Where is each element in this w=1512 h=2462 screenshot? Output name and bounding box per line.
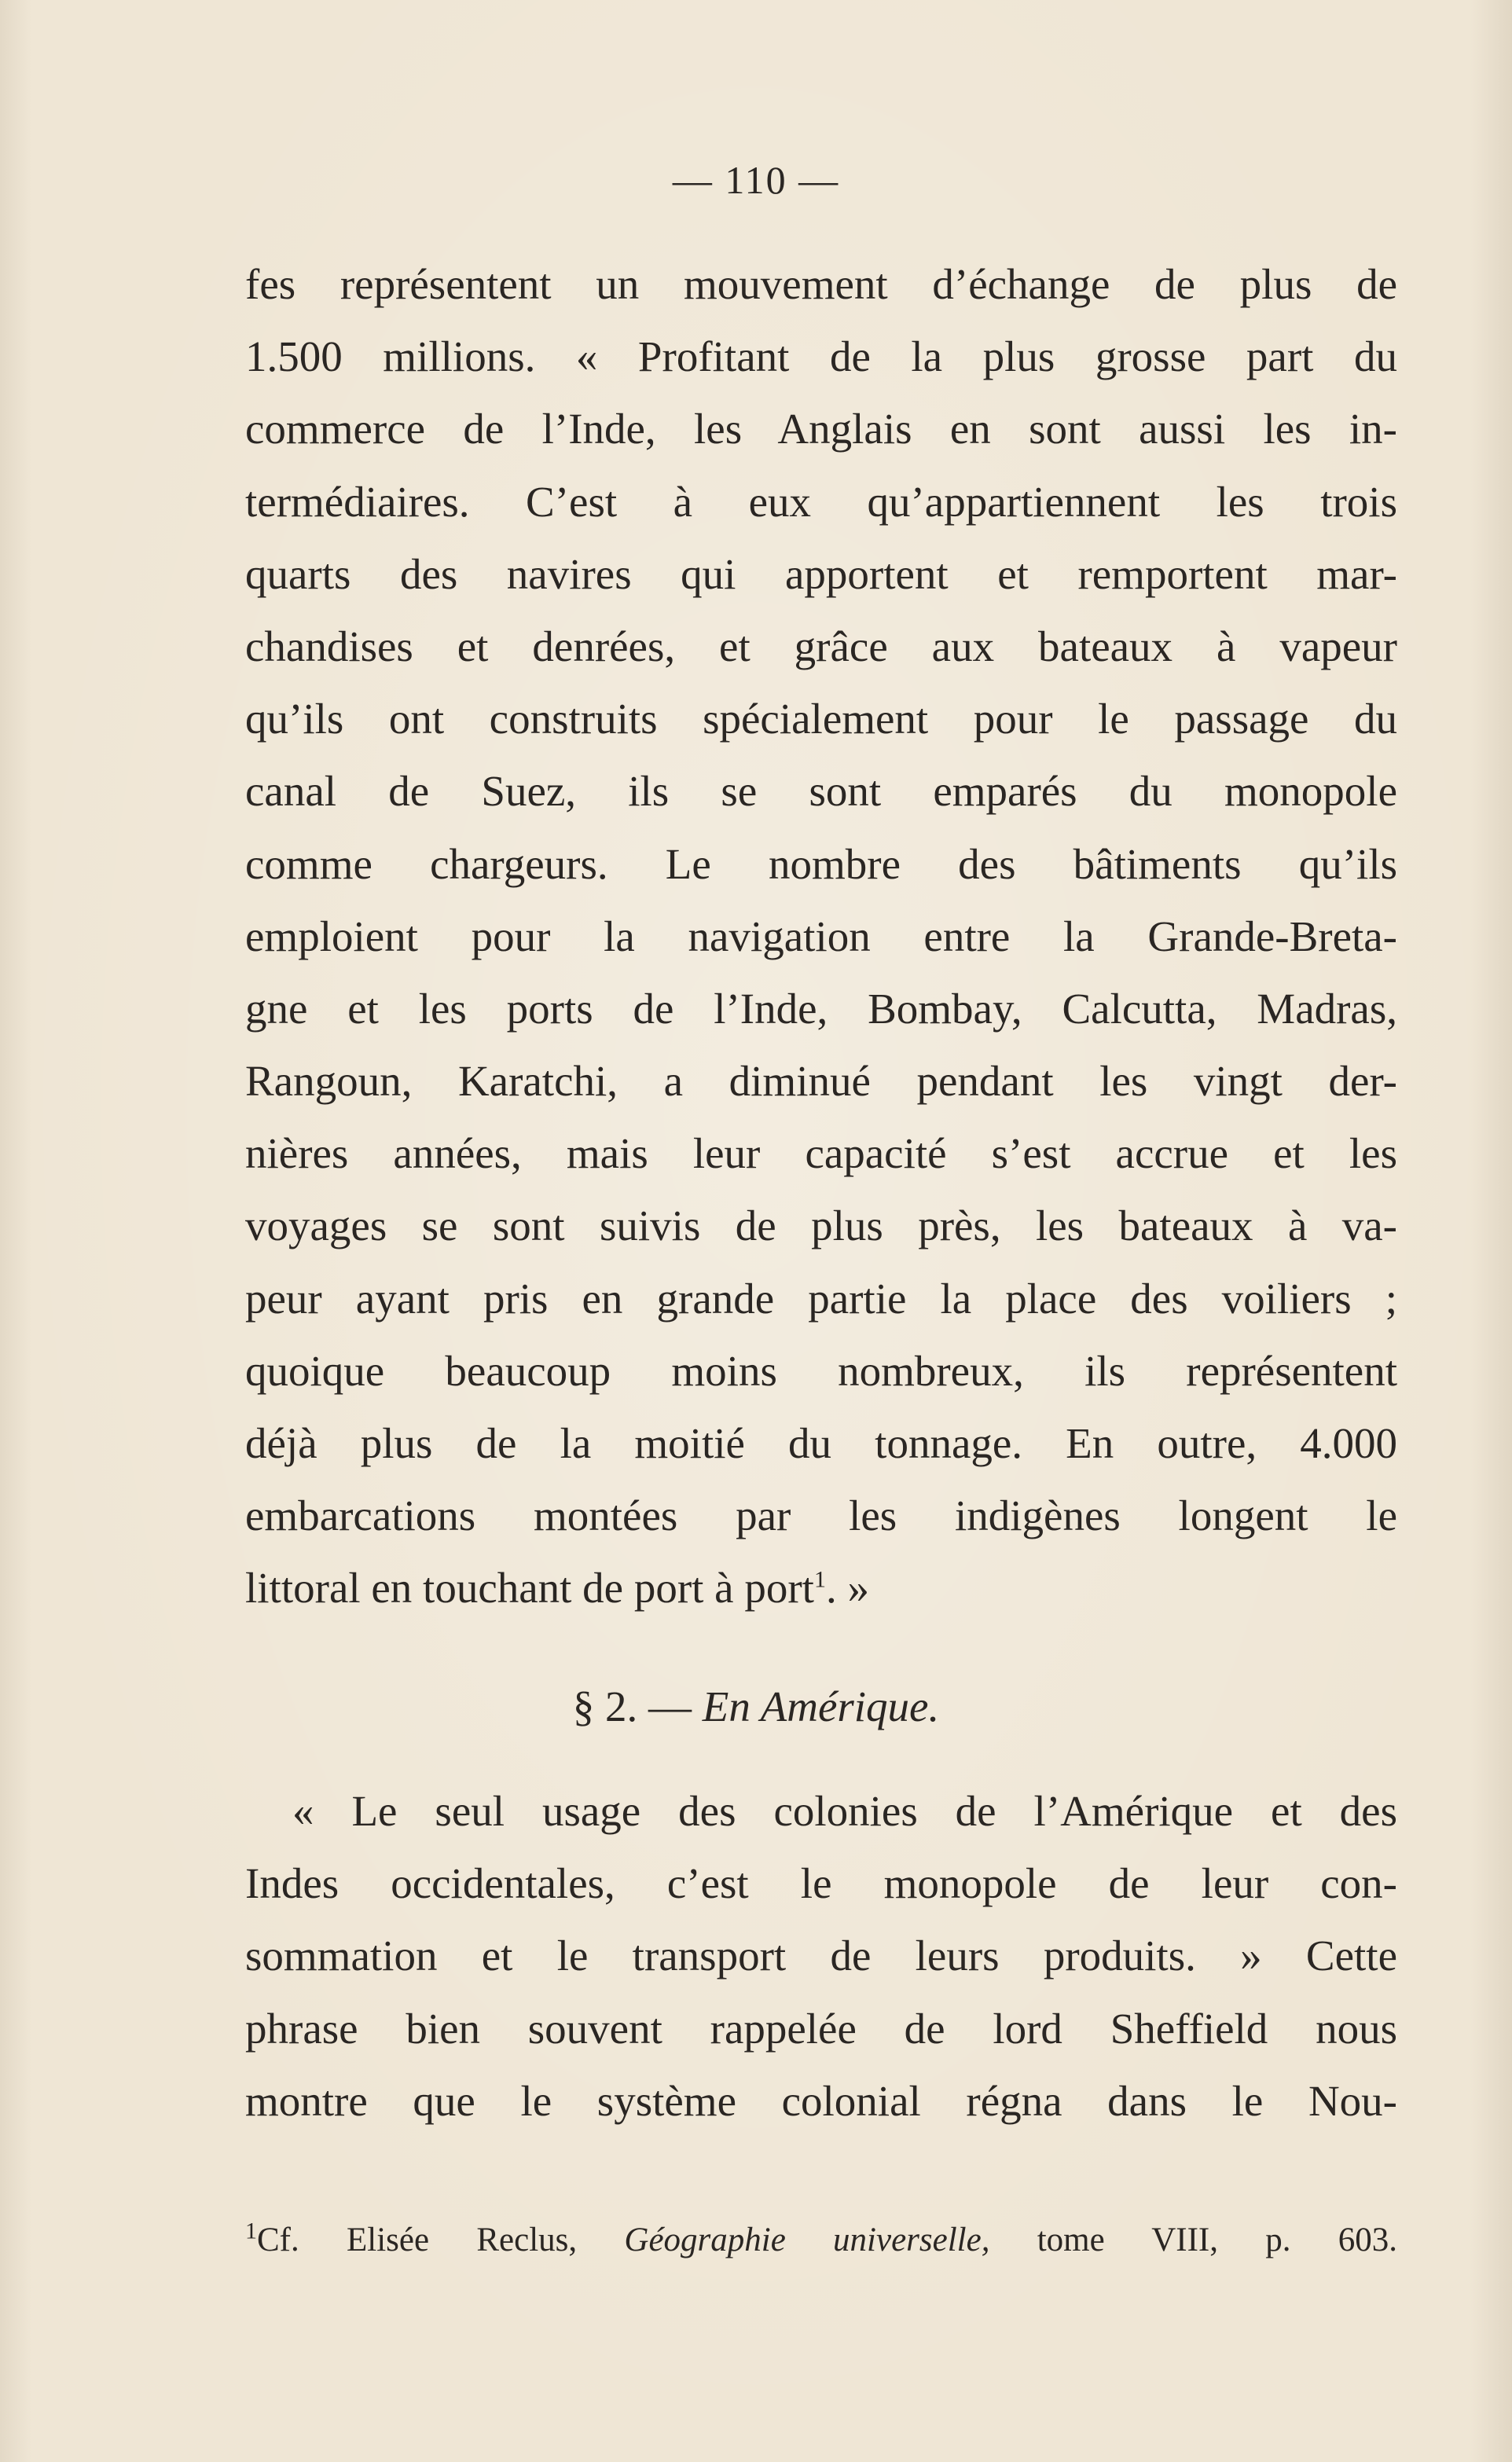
text-line: phrase bien souvent rappelée de lord Sheffield nous bbox=[245, 2004, 1397, 2053]
text-line: montre que le système colonial régna dans le Nou- bbox=[245, 2076, 1397, 2125]
text-line: quarts des navires qui apportent et remportent mar- bbox=[245, 549, 1397, 598]
text-line: 1.500 millions. « Profitant de la plus grosse part du bbox=[245, 332, 1397, 381]
text-line: Rangoun, Karatchi, a diminué pendant les vingt der- bbox=[245, 1057, 1397, 1106]
text-line: Indes occidentales, c’est le monopole de leur con- bbox=[245, 1859, 1397, 1908]
text-line: nières années, mais leur capacité s’est accrue et les bbox=[245, 1129, 1397, 1178]
paragraph-1 bbox=[245, 248, 1397, 1625]
footnote-suffix: tome VIII, p. 603. bbox=[989, 2222, 1397, 2258]
text-line: peur ayant pris en grande partie la place des voiliers ; bbox=[245, 1274, 1397, 1323]
section-heading bbox=[0, 1682, 1512, 1731]
footnote-book-title: Géographie universelle, bbox=[624, 2222, 990, 2258]
text-line-last bbox=[245, 1552, 1397, 1624]
section-title: En Amérique. bbox=[702, 1682, 940, 1730]
text-line: emploient pour la navigation entre la Grande-Breta- bbox=[245, 912, 1397, 960]
text-line: termédiaires. C’est à eux qu’appartiennent les trois bbox=[245, 477, 1397, 526]
footnote-marker: 1 bbox=[245, 2218, 257, 2244]
text-line: canal de Suez, ils se sont emparés du monopole bbox=[245, 767, 1397, 816]
paragraph-2 bbox=[245, 1775, 1397, 2137]
quote-close: . » bbox=[825, 1564, 869, 1613]
last-line-text: littoral en touchant de port à port bbox=[245, 1564, 814, 1613]
text-line: déjà plus de la moitié du tonnage. En outre, 4.000 bbox=[245, 1419, 1397, 1467]
text-line: commerce de l’Inde, les Anglais en sont aussi les in- bbox=[245, 405, 1397, 453]
text-line: qu’ils ont construits spécialement pour le passage du bbox=[245, 695, 1397, 743]
section-number: § 2. — bbox=[572, 1682, 692, 1730]
text-line: quoique beaucoup moins nombreux, ils représentent bbox=[245, 1346, 1397, 1395]
text-line: comme chargeurs. Le nombre des bâtiments qu’ils bbox=[245, 839, 1397, 888]
text-line: sommation et le transport de leurs produits. » Cette bbox=[245, 1932, 1397, 1980]
page-number: — 110 — bbox=[672, 158, 840, 202]
text-line: embarcations montées par les indigènes longent le bbox=[245, 1492, 1397, 1540]
text-line: « Le seul usage des colonies de l’Amérique et des bbox=[292, 1787, 1397, 1835]
footnote bbox=[245, 2218, 1397, 2259]
footnote-prefix: Cf. Elisée Reclus, bbox=[257, 2222, 625, 2258]
text-line: voyages se sont suivis de plus près, les bateaux à va- bbox=[245, 1202, 1397, 1250]
footnote-reference: 1 bbox=[813, 1567, 826, 1594]
text-line: gne et les ports de l’Inde, Bombay, Calcutta, Madras, bbox=[245, 984, 1397, 1033]
text-line: fes représentent un mouvement d’échange de plus de bbox=[245, 260, 1397, 308]
text-line: chandises et denrées, et grâce aux bateaux à vapeur bbox=[245, 622, 1397, 670]
